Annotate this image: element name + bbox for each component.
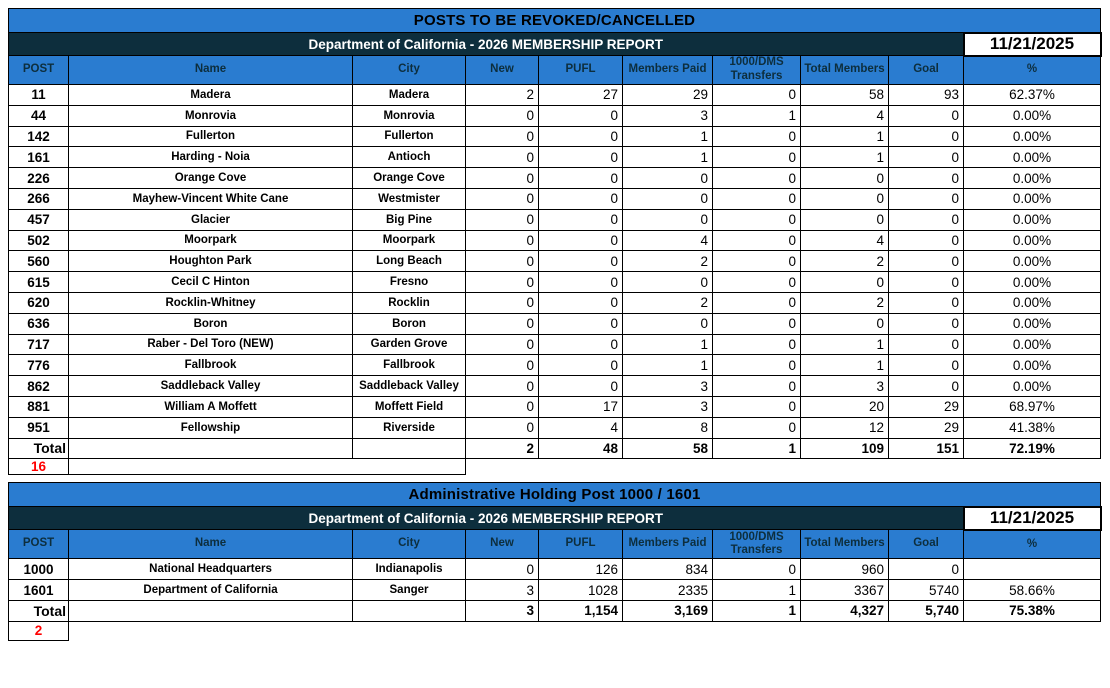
cell-percent (964, 559, 1101, 580)
table-row (9, 559, 1101, 580)
cell-post: 636 (9, 313, 69, 334)
column-header: POST (9, 530, 69, 559)
table-row (9, 230, 1101, 251)
cell-post: 862 (9, 376, 69, 397)
admin-holding-table (8, 482, 1102, 640)
cell-goal: 29 (889, 417, 964, 438)
cell-transfers: 0 (713, 396, 801, 417)
cell-total-members: 0 (801, 313, 889, 334)
cell-total-members: 0 (801, 272, 889, 293)
cell-new: 0 (466, 396, 539, 417)
cell-goal: 5740 (889, 580, 964, 601)
cell-pufl: 0 (539, 272, 623, 293)
cell-city: Saddleback Valley (353, 376, 466, 397)
column-header: City (353, 530, 466, 559)
cell-transfers: 0 (713, 126, 801, 147)
cell-pufl: 0 (539, 230, 623, 251)
cell-percent: 0.00% (964, 313, 1101, 334)
cell-name (69, 438, 353, 459)
cell-city: Long Beach (353, 251, 466, 272)
total-label: Total (9, 600, 69, 621)
cell-city (353, 600, 466, 621)
cell-members-paid: 0 (623, 188, 713, 209)
cell-transfers: 0 (713, 355, 801, 376)
table-row (9, 272, 1101, 293)
cell-new: 0 (466, 230, 539, 251)
cell-percent: 0.00% (964, 251, 1101, 272)
cell-city: Rocklin (353, 292, 466, 313)
table-row (9, 126, 1101, 147)
cell-members-paid: 3,169 (623, 600, 713, 621)
cell-post: 615 (9, 272, 69, 293)
cell-percent: 0.00% (964, 168, 1101, 189)
cell-percent: 75.38% (964, 600, 1101, 621)
column-header-row (9, 56, 1101, 85)
cell-name: Cecil C Hinton (69, 272, 353, 293)
cell-name: National Headquarters (69, 559, 353, 580)
cell-total-members: 4 (801, 230, 889, 251)
cell-total-members: 3367 (801, 580, 889, 601)
table-row (9, 292, 1101, 313)
cell-new: 2 (466, 85, 539, 106)
cell-post: 226 (9, 168, 69, 189)
table-row (9, 355, 1101, 376)
cell-percent: 0.00% (964, 355, 1101, 376)
cell-members-paid: 3 (623, 105, 713, 126)
cell-city: Indianapolis (353, 559, 466, 580)
cell-name: Orange Cove (69, 168, 353, 189)
cell-total-members: 1 (801, 355, 889, 376)
column-header: City (353, 56, 466, 85)
section-title: Administrative Holding Post 1000 / 1601 (9, 483, 1101, 507)
cell-transfers: 0 (713, 292, 801, 313)
cell-members-paid: 0 (623, 272, 713, 293)
cell-transfers: 0 (713, 209, 801, 230)
cell-post: 11 (9, 85, 69, 106)
column-header: Total Members (801, 530, 889, 559)
table-row (9, 209, 1101, 230)
cell-percent: 0.00% (964, 209, 1101, 230)
table-row (9, 105, 1101, 126)
cell-transfers: 0 (713, 559, 801, 580)
table-row (9, 85, 1101, 106)
column-header: Total Members (801, 56, 889, 85)
total-label: Total (9, 438, 69, 459)
cell-city: Sanger (353, 580, 466, 601)
cell-members-paid: 2 (623, 251, 713, 272)
cell-members-paid: 1 (623, 355, 713, 376)
cell-total-members: 2 (801, 292, 889, 313)
cell-percent: 62.37% (964, 85, 1101, 106)
cell-city: Garden Grove (353, 334, 466, 355)
cell-percent: 0.00% (964, 188, 1101, 209)
cell-percent: 68.97% (964, 396, 1101, 417)
cell-name: Fallbrook (69, 355, 353, 376)
cell-name: William A Moffett (69, 396, 353, 417)
cell-name: Houghton Park (69, 251, 353, 272)
cell-pufl: 0 (539, 334, 623, 355)
count-extension-cell (69, 459, 466, 475)
cell-percent: 0.00% (964, 230, 1101, 251)
cell-new: 0 (466, 251, 539, 272)
cell-new: 0 (466, 559, 539, 580)
cell-name: Saddleback Valley (69, 376, 353, 397)
column-header: 1000/DMS Transfers (713, 56, 801, 85)
table-row (9, 188, 1101, 209)
cell-post: 142 (9, 126, 69, 147)
total-row (9, 438, 1101, 459)
report-subtitle: Department of California - 2026 MEMBERSHIP REPORT (9, 33, 964, 56)
cell-percent: 0.00% (964, 334, 1101, 355)
section-title: POSTS TO BE REVOKED/CANCELLED (9, 9, 1101, 33)
cell-transfers: 0 (713, 417, 801, 438)
table-row (9, 334, 1101, 355)
cell-percent: 0.00% (964, 105, 1101, 126)
cell-city: Fresno (353, 272, 466, 293)
cell-members-paid: 1 (623, 147, 713, 168)
cell-pufl: 4 (539, 417, 623, 438)
cell-members-paid: 1 (623, 334, 713, 355)
cell-total-members: 12 (801, 417, 889, 438)
column-header: Goal (889, 56, 964, 85)
cell-percent: 0.00% (964, 126, 1101, 147)
spacer-cell (466, 621, 1101, 640)
cell-total-members: 1 (801, 334, 889, 355)
cell-members-paid: 2335 (623, 580, 713, 601)
table-row (9, 417, 1101, 438)
cell-post: 951 (9, 417, 69, 438)
cell-total-members: 109 (801, 438, 889, 459)
cell-goal: 151 (889, 438, 964, 459)
cell-new: 0 (466, 188, 539, 209)
cell-pufl: 0 (539, 355, 623, 376)
cell-new: 0 (466, 168, 539, 189)
cell-city: Antioch (353, 147, 466, 168)
cell-goal: 0 (889, 313, 964, 334)
cell-transfers: 1 (713, 105, 801, 126)
column-header: New (466, 530, 539, 559)
cell-name: Fellowship (69, 417, 353, 438)
cell-pufl: 126 (539, 559, 623, 580)
cell-new: 0 (466, 272, 539, 293)
post-count: 2 (9, 621, 69, 640)
cell-total-members: 2 (801, 251, 889, 272)
cell-transfers: 0 (713, 376, 801, 397)
cell-new: 3 (466, 580, 539, 601)
cell-city: Fallbrook (353, 355, 466, 376)
total-row (9, 600, 1101, 621)
cell-total-members: 0 (801, 188, 889, 209)
cell-percent: 72.19% (964, 438, 1101, 459)
cell-pufl: 1,154 (539, 600, 623, 621)
column-header: % (964, 56, 1101, 85)
cell-pufl: 0 (539, 251, 623, 272)
cell-total-members: 960 (801, 559, 889, 580)
column-header: Goal (889, 530, 964, 559)
cell-name: Rocklin-Whitney (69, 292, 353, 313)
column-header: POST (9, 56, 69, 85)
cell-name: Fullerton (69, 126, 353, 147)
column-header: PUFL (539, 530, 623, 559)
cell-name: Department of California (69, 580, 353, 601)
cell-transfers: 0 (713, 147, 801, 168)
cell-total-members: 20 (801, 396, 889, 417)
cell-city: Madera (353, 85, 466, 106)
cell-total-members: 0 (801, 209, 889, 230)
post-count: 16 (9, 459, 69, 475)
cell-total-members: 1 (801, 126, 889, 147)
cell-total-members: 4,327 (801, 600, 889, 621)
cell-percent: 0.00% (964, 272, 1101, 293)
cell-members-paid: 2 (623, 292, 713, 313)
table-row (9, 376, 1101, 397)
cell-transfers: 1 (713, 600, 801, 621)
cell-goal: 0 (889, 292, 964, 313)
cell-city: Orange Cove (353, 168, 466, 189)
table-row (9, 580, 1101, 601)
cell-name: Monrovia (69, 105, 353, 126)
cell-post: 502 (9, 230, 69, 251)
cell-pufl: 0 (539, 209, 623, 230)
cell-total-members: 3 (801, 376, 889, 397)
cell-post: 457 (9, 209, 69, 230)
cell-pufl: 0 (539, 105, 623, 126)
cell-post: 1000 (9, 559, 69, 580)
cell-goal: 0 (889, 355, 964, 376)
column-header: 1000/DMS Transfers (713, 530, 801, 559)
cell-goal: 0 (889, 105, 964, 126)
post-count-row (9, 621, 1101, 640)
cell-total-members: 4 (801, 105, 889, 126)
cell-total-members: 1 (801, 147, 889, 168)
cell-percent: 0.00% (964, 147, 1101, 168)
table-row (9, 251, 1101, 272)
cell-transfers: 0 (713, 188, 801, 209)
revoked-cancelled-table (8, 8, 1102, 475)
column-header: Name (69, 530, 353, 559)
post-count-row (9, 459, 1101, 475)
table-row (9, 147, 1101, 168)
cell-post: 620 (9, 292, 69, 313)
cell-members-paid: 0 (623, 209, 713, 230)
cell-members-paid: 0 (623, 168, 713, 189)
cell-members-paid: 834 (623, 559, 713, 580)
section-divider (8, 475, 1110, 482)
report-date: 11/21/2025 (964, 507, 1101, 530)
cell-city: Boron (353, 313, 466, 334)
cell-transfers: 0 (713, 272, 801, 293)
cell-post: 266 (9, 188, 69, 209)
cell-members-paid: 58 (623, 438, 713, 459)
cell-city: Westmister (353, 188, 466, 209)
cell-name: Mayhew-Vincent White Cane (69, 188, 353, 209)
cell-percent: 58.66% (964, 580, 1101, 601)
cell-goal: 0 (889, 334, 964, 355)
cell-post: 560 (9, 251, 69, 272)
cell-members-paid: 4 (623, 230, 713, 251)
cell-post: 44 (9, 105, 69, 126)
cell-city: Moffett Field (353, 396, 466, 417)
cell-name: Madera (69, 85, 353, 106)
cell-total-members: 0 (801, 168, 889, 189)
report-date: 11/21/2025 (964, 33, 1101, 56)
cell-pufl: 0 (539, 313, 623, 334)
column-header: Members Paid (623, 56, 713, 85)
cell-new: 3 (466, 600, 539, 621)
cell-name: Moorpark (69, 230, 353, 251)
cell-transfers: 1 (713, 580, 801, 601)
cell-name: Raber - Del Toro (NEW) (69, 334, 353, 355)
cell-goal: 0 (889, 147, 964, 168)
cell-total-members: 58 (801, 85, 889, 106)
cell-name: Harding - Noia (69, 147, 353, 168)
cell-goal: 5,740 (889, 600, 964, 621)
cell-transfers: 0 (713, 334, 801, 355)
cell-transfers: 0 (713, 251, 801, 272)
cell-name: Glacier (69, 209, 353, 230)
column-header: % (964, 530, 1101, 559)
cell-members-paid: 3 (623, 376, 713, 397)
cell-post: 717 (9, 334, 69, 355)
cell-pufl: 17 (539, 396, 623, 417)
cell-goal: 0 (889, 376, 964, 397)
cell-percent: 0.00% (964, 292, 1101, 313)
column-header-row (9, 530, 1101, 559)
cell-new: 0 (466, 334, 539, 355)
cell-pufl: 48 (539, 438, 623, 459)
report-subtitle: Department of California - 2026 MEMBERSHIP REPORT (9, 507, 964, 530)
cell-post: 1601 (9, 580, 69, 601)
cell-goal: 0 (889, 251, 964, 272)
cell-new: 0 (466, 417, 539, 438)
cell-transfers: 1 (713, 438, 801, 459)
cell-post: 776 (9, 355, 69, 376)
column-header: Members Paid (623, 530, 713, 559)
cell-pufl: 0 (539, 126, 623, 147)
spacer-cell (69, 621, 466, 640)
cell-goal: 0 (889, 272, 964, 293)
cell-goal: 93 (889, 85, 964, 106)
cell-goal: 0 (889, 188, 964, 209)
cell-city: Riverside (353, 417, 466, 438)
cell-new: 0 (466, 126, 539, 147)
cell-city: Monrovia (353, 105, 466, 126)
cell-pufl: 0 (539, 188, 623, 209)
column-header: Name (69, 56, 353, 85)
spacer-cell (466, 459, 1101, 475)
cell-city: Moorpark (353, 230, 466, 251)
table-row (9, 313, 1101, 334)
cell-new: 0 (466, 209, 539, 230)
cell-goal: 0 (889, 126, 964, 147)
cell-new: 0 (466, 147, 539, 168)
cell-percent: 41.38% (964, 417, 1101, 438)
cell-members-paid: 8 (623, 417, 713, 438)
cell-percent: 0.00% (964, 376, 1101, 397)
column-header: New (466, 56, 539, 85)
cell-city: Big Pine (353, 209, 466, 230)
cell-transfers: 0 (713, 85, 801, 106)
cell-goal: 0 (889, 168, 964, 189)
cell-pufl: 0 (539, 147, 623, 168)
cell-goal: 0 (889, 230, 964, 251)
table-row (9, 396, 1101, 417)
cell-new: 0 (466, 292, 539, 313)
cell-city (353, 438, 466, 459)
cell-members-paid: 0 (623, 313, 713, 334)
cell-goal: 0 (889, 559, 964, 580)
table-row (9, 168, 1101, 189)
cell-new: 0 (466, 105, 539, 126)
cell-goal: 29 (889, 396, 964, 417)
cell-pufl: 1028 (539, 580, 623, 601)
cell-transfers: 0 (713, 230, 801, 251)
cell-new: 0 (466, 313, 539, 334)
cell-members-paid: 29 (623, 85, 713, 106)
cell-new: 2 (466, 438, 539, 459)
cell-transfers: 0 (713, 313, 801, 334)
cell-pufl: 27 (539, 85, 623, 106)
cell-goal: 0 (889, 209, 964, 230)
cell-new: 0 (466, 376, 539, 397)
cell-pufl: 0 (539, 376, 623, 397)
cell-post: 161 (9, 147, 69, 168)
cell-new: 0 (466, 355, 539, 376)
cell-members-paid: 1 (623, 126, 713, 147)
cell-post: 881 (9, 396, 69, 417)
cell-name (69, 600, 353, 621)
cell-pufl: 0 (539, 168, 623, 189)
cell-city: Fullerton (353, 126, 466, 147)
column-header: PUFL (539, 56, 623, 85)
cell-members-paid: 3 (623, 396, 713, 417)
cell-name: Boron (69, 313, 353, 334)
cell-transfers: 0 (713, 168, 801, 189)
cell-pufl: 0 (539, 292, 623, 313)
